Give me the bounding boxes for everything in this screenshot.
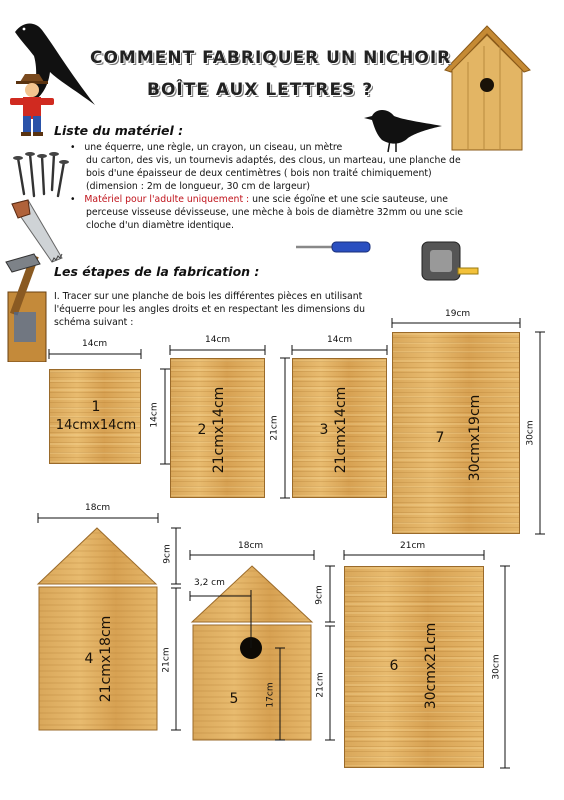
dim-p3-top: 14cm [327, 335, 353, 345]
dim-p1-top: 14cm [82, 339, 108, 349]
dim-p6-top: 21cm [400, 541, 426, 551]
dim-p6-side: 30cm [491, 654, 502, 680]
list-item: • Matériel pour l'adulte uniquement : une scie égoïne et une scie sauteuse, une [70, 194, 448, 205]
dim-p1-side: 14cm [149, 402, 160, 428]
materials-list: • une équerre, une règle, un crayon, un ciseau, un mètre du carton, des vis, un tournevis adaptés, des clous, un marteau, une planche de bois d'une épaisseur de deux centimètres ( bois non traité chimiquement) (dimension : 2m de longueur, 30 cm de largeur) • Matériel pour l'adulte uniquement : une scie égoïne et une scie sauteuse, une perceuse visseuse dévisseuse, une mèche à bois de diamètre 32mm ou une scie cloche d'un diamètre identique. [70, 141, 540, 232]
piece-4-label: 21cmx18cm [98, 615, 114, 703]
list-item: • une équerre, une règle, un crayon, un ciseau, un mètre [70, 142, 343, 153]
dim-p5-roof: 9cm [314, 585, 325, 605]
dim-p7-side: 30cm [525, 420, 536, 446]
piece-1: 1 14cmx14cm [49, 369, 141, 464]
step-1-text: I. Tracer sur une planche de bois les différentes pièces en utilisant l'équerre pour les angles droits et en respectant les dimensions du schéma suivant : [54, 291, 366, 328]
dim-p4-top: 18cm [85, 503, 111, 513]
page-subtitle: BOÎTE AUX LETTRES ? [147, 80, 374, 100]
dim-p5-hole: 3,2 cm [194, 578, 225, 588]
dim-p2-top: 14cm [205, 335, 231, 345]
piece-2: 2 21cmx14cm [170, 358, 265, 498]
piece-3: 3 21cmx14cm [292, 358, 387, 498]
dim-p2-side: 21cm [269, 415, 280, 441]
materials-heading: Liste du matériel : [54, 123, 184, 138]
steps-heading: Les étapes de la fabrication : [54, 264, 260, 279]
page-title: COMMENT FABRIQUER UN NICHOIR [90, 48, 452, 68]
piece-4-number: 4 [84, 651, 94, 667]
piece-5-number: 5 [229, 691, 239, 707]
dim-p5-top: 18cm [238, 541, 264, 551]
dim-p7-top: 19cm [445, 309, 471, 319]
dim-p4-roof: 9cm [162, 544, 173, 564]
piece-6: 6 30cmx21cm [344, 566, 484, 768]
dim-p4-side: 21cm [161, 647, 172, 673]
dim-p5-side: 21cm [315, 672, 326, 698]
piece-7: 7 30cmx19cm [392, 332, 520, 534]
dim-p5-inner: 17cm [265, 682, 276, 708]
